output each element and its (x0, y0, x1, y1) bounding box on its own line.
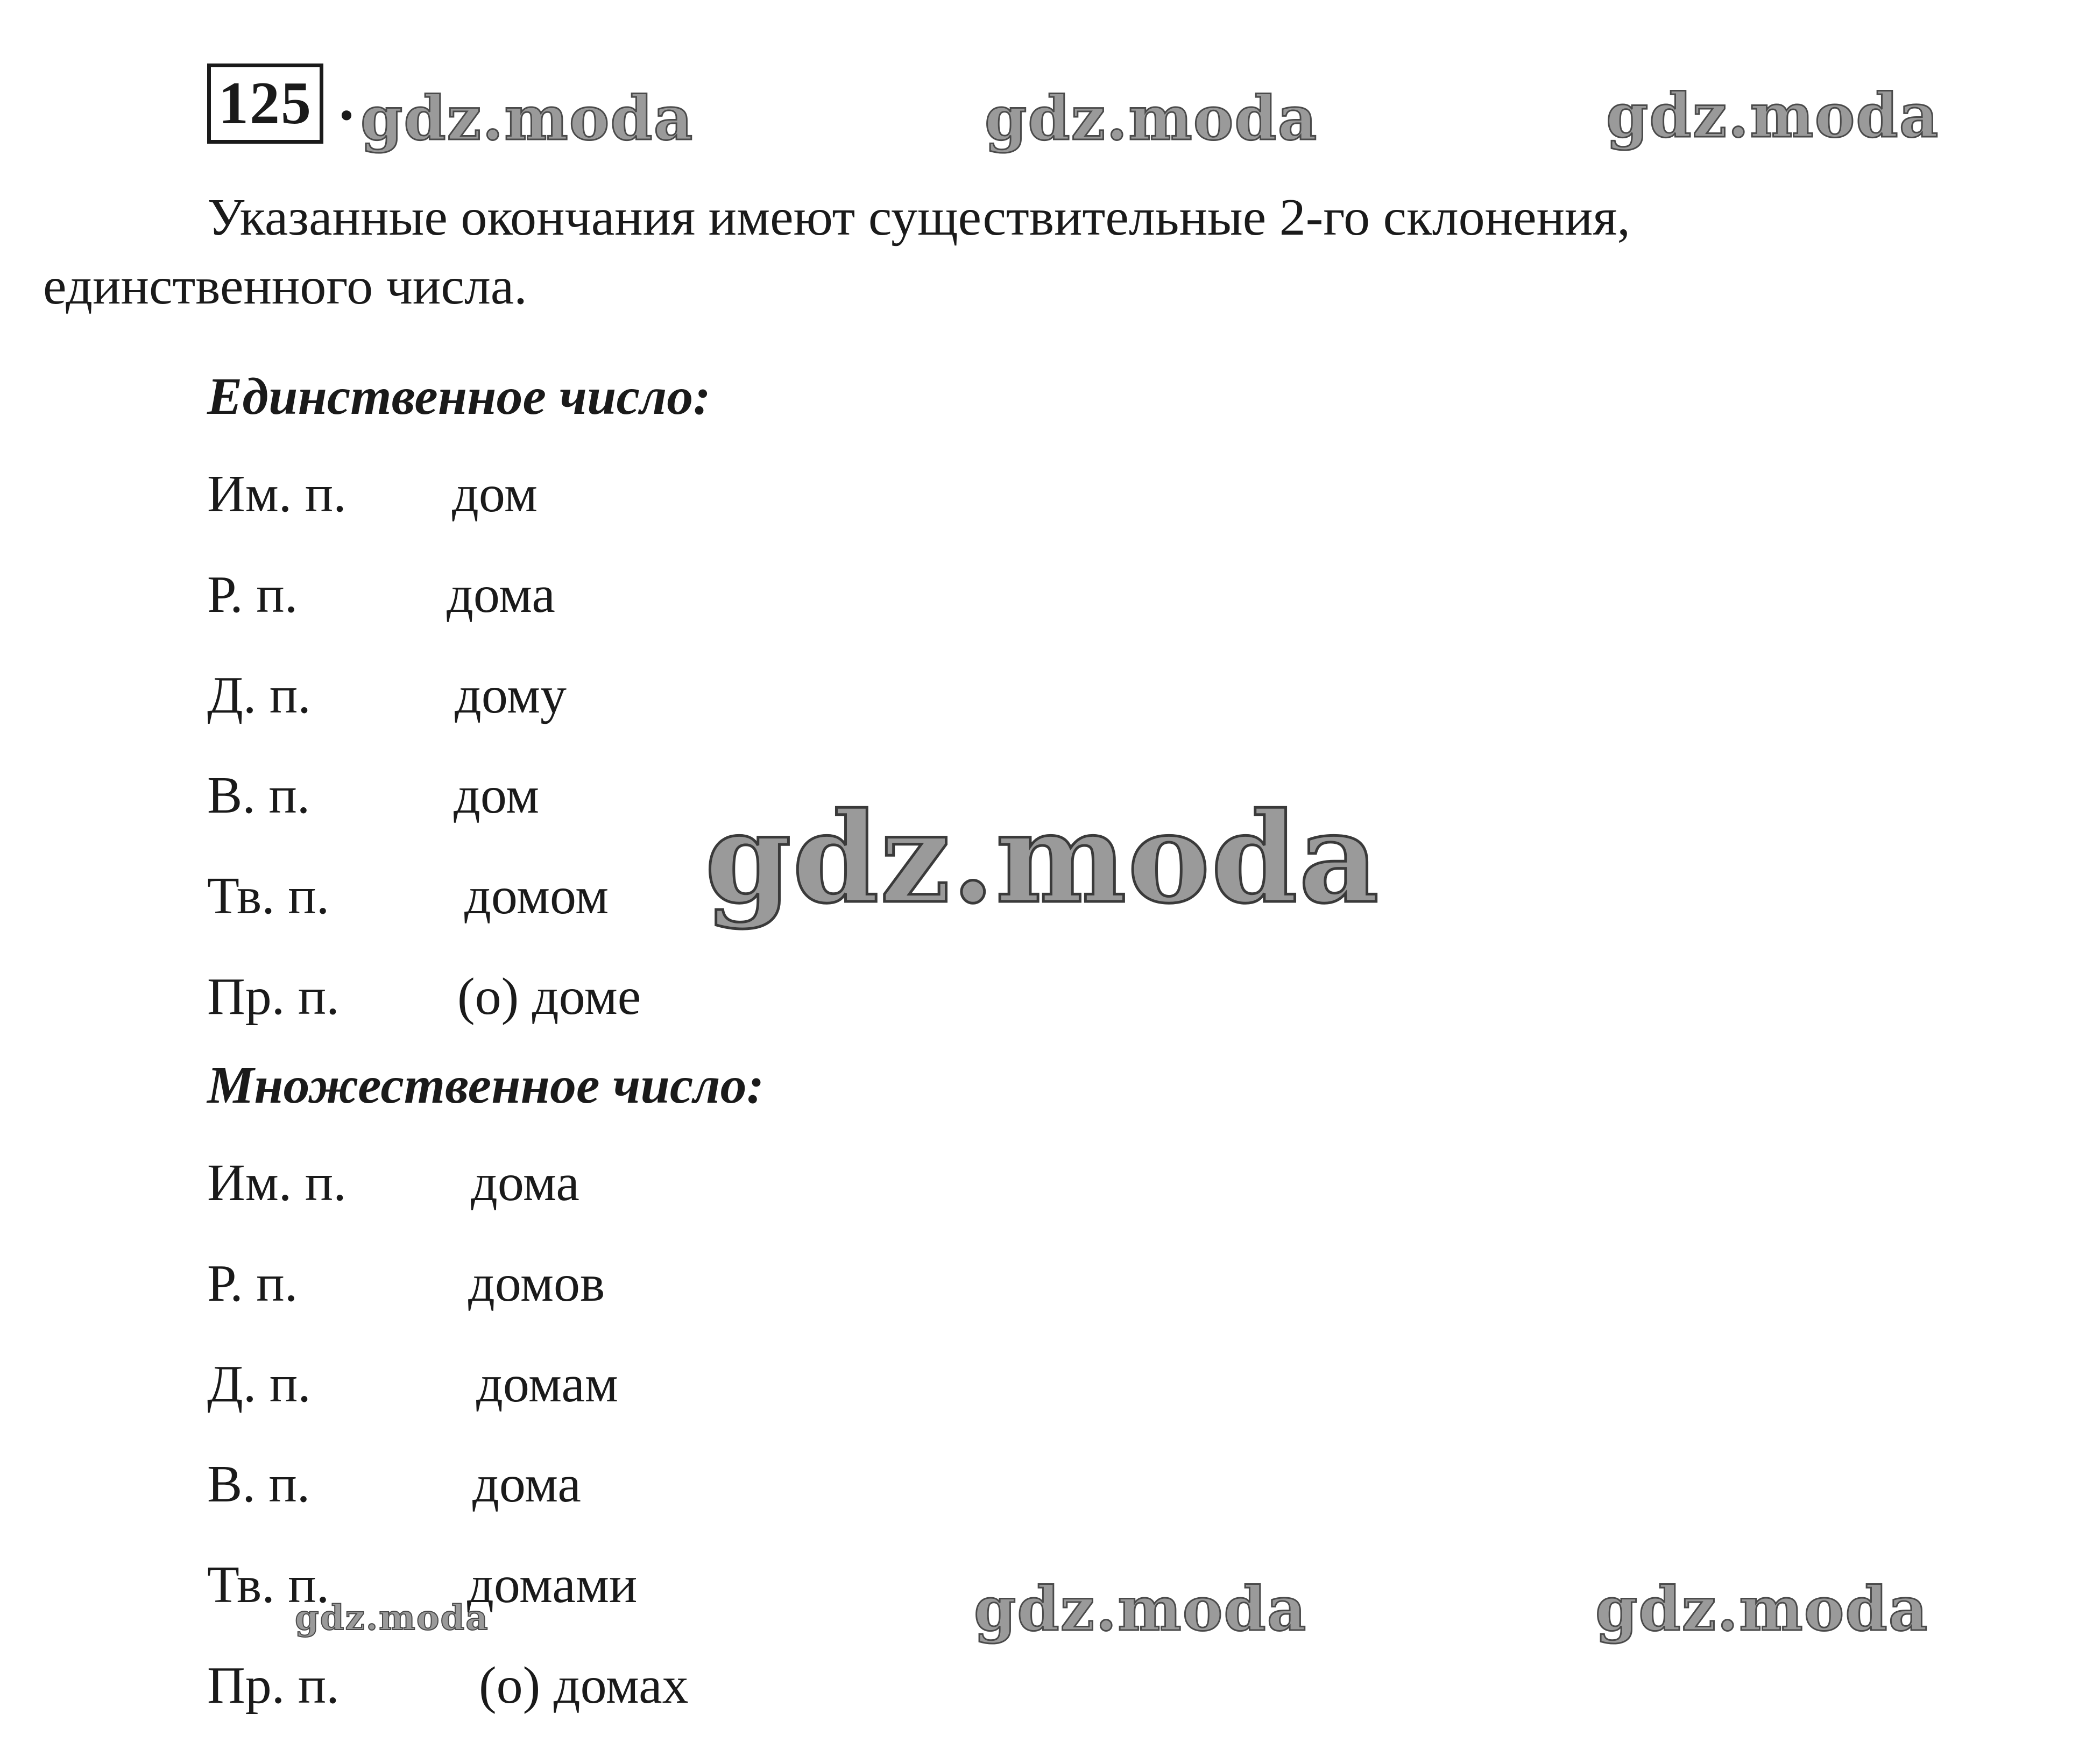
task-number: 125 (218, 70, 312, 137)
singular-title: Единственное число: (207, 368, 711, 426)
case-label: Р. п. (207, 566, 298, 624)
declined-word: домом (464, 867, 609, 925)
watermark: gdz.moda (295, 1598, 489, 1638)
intro-text: Указанные окончания имеют существительные 2-го склонения, единственного числа. (43, 188, 1631, 315)
declined-word: дома (447, 566, 555, 624)
watermark: gdz.moda (1606, 81, 1940, 151)
watermark: gdz.moda (974, 1574, 1307, 1645)
watermark: gdz.moda (705, 786, 1380, 931)
declined-word: дом (452, 465, 538, 523)
declined-word: домов (468, 1254, 605, 1313)
declined-word: дом (454, 766, 540, 824)
declined-word: (о) доме (457, 968, 641, 1026)
case-label: В. п. (207, 1455, 310, 1513)
watermark: gdz.moda (1595, 1574, 1929, 1645)
declined-word: дома (472, 1455, 581, 1513)
plural-title: Множественное число: (207, 1056, 765, 1115)
declined-word: (о) домах (479, 1656, 689, 1715)
case-label: В. п. (207, 766, 310, 824)
case-label: Тв. п. (207, 867, 330, 925)
watermark: gdz.moda (985, 83, 1318, 154)
declined-word: дома (471, 1154, 579, 1212)
case-label: Д. п. (207, 1355, 311, 1413)
case-label: Р. п. (207, 1254, 298, 1313)
declined-word: домами (467, 1556, 638, 1614)
case-label: Д. п. (207, 666, 311, 724)
declined-word: домам (476, 1355, 618, 1413)
task-number-box (207, 64, 323, 144)
case-label: Пр. п. (207, 968, 340, 1026)
declined-word: дому (455, 666, 567, 724)
task-number-dot: . (339, 66, 354, 133)
case-label: Им. п. (207, 1154, 347, 1212)
case-label: Им. п. (207, 465, 347, 523)
case-label: Пр. п. (207, 1656, 340, 1715)
case-label: Тв. п. (207, 1556, 330, 1614)
watermark: gdz.moda (360, 83, 694, 154)
